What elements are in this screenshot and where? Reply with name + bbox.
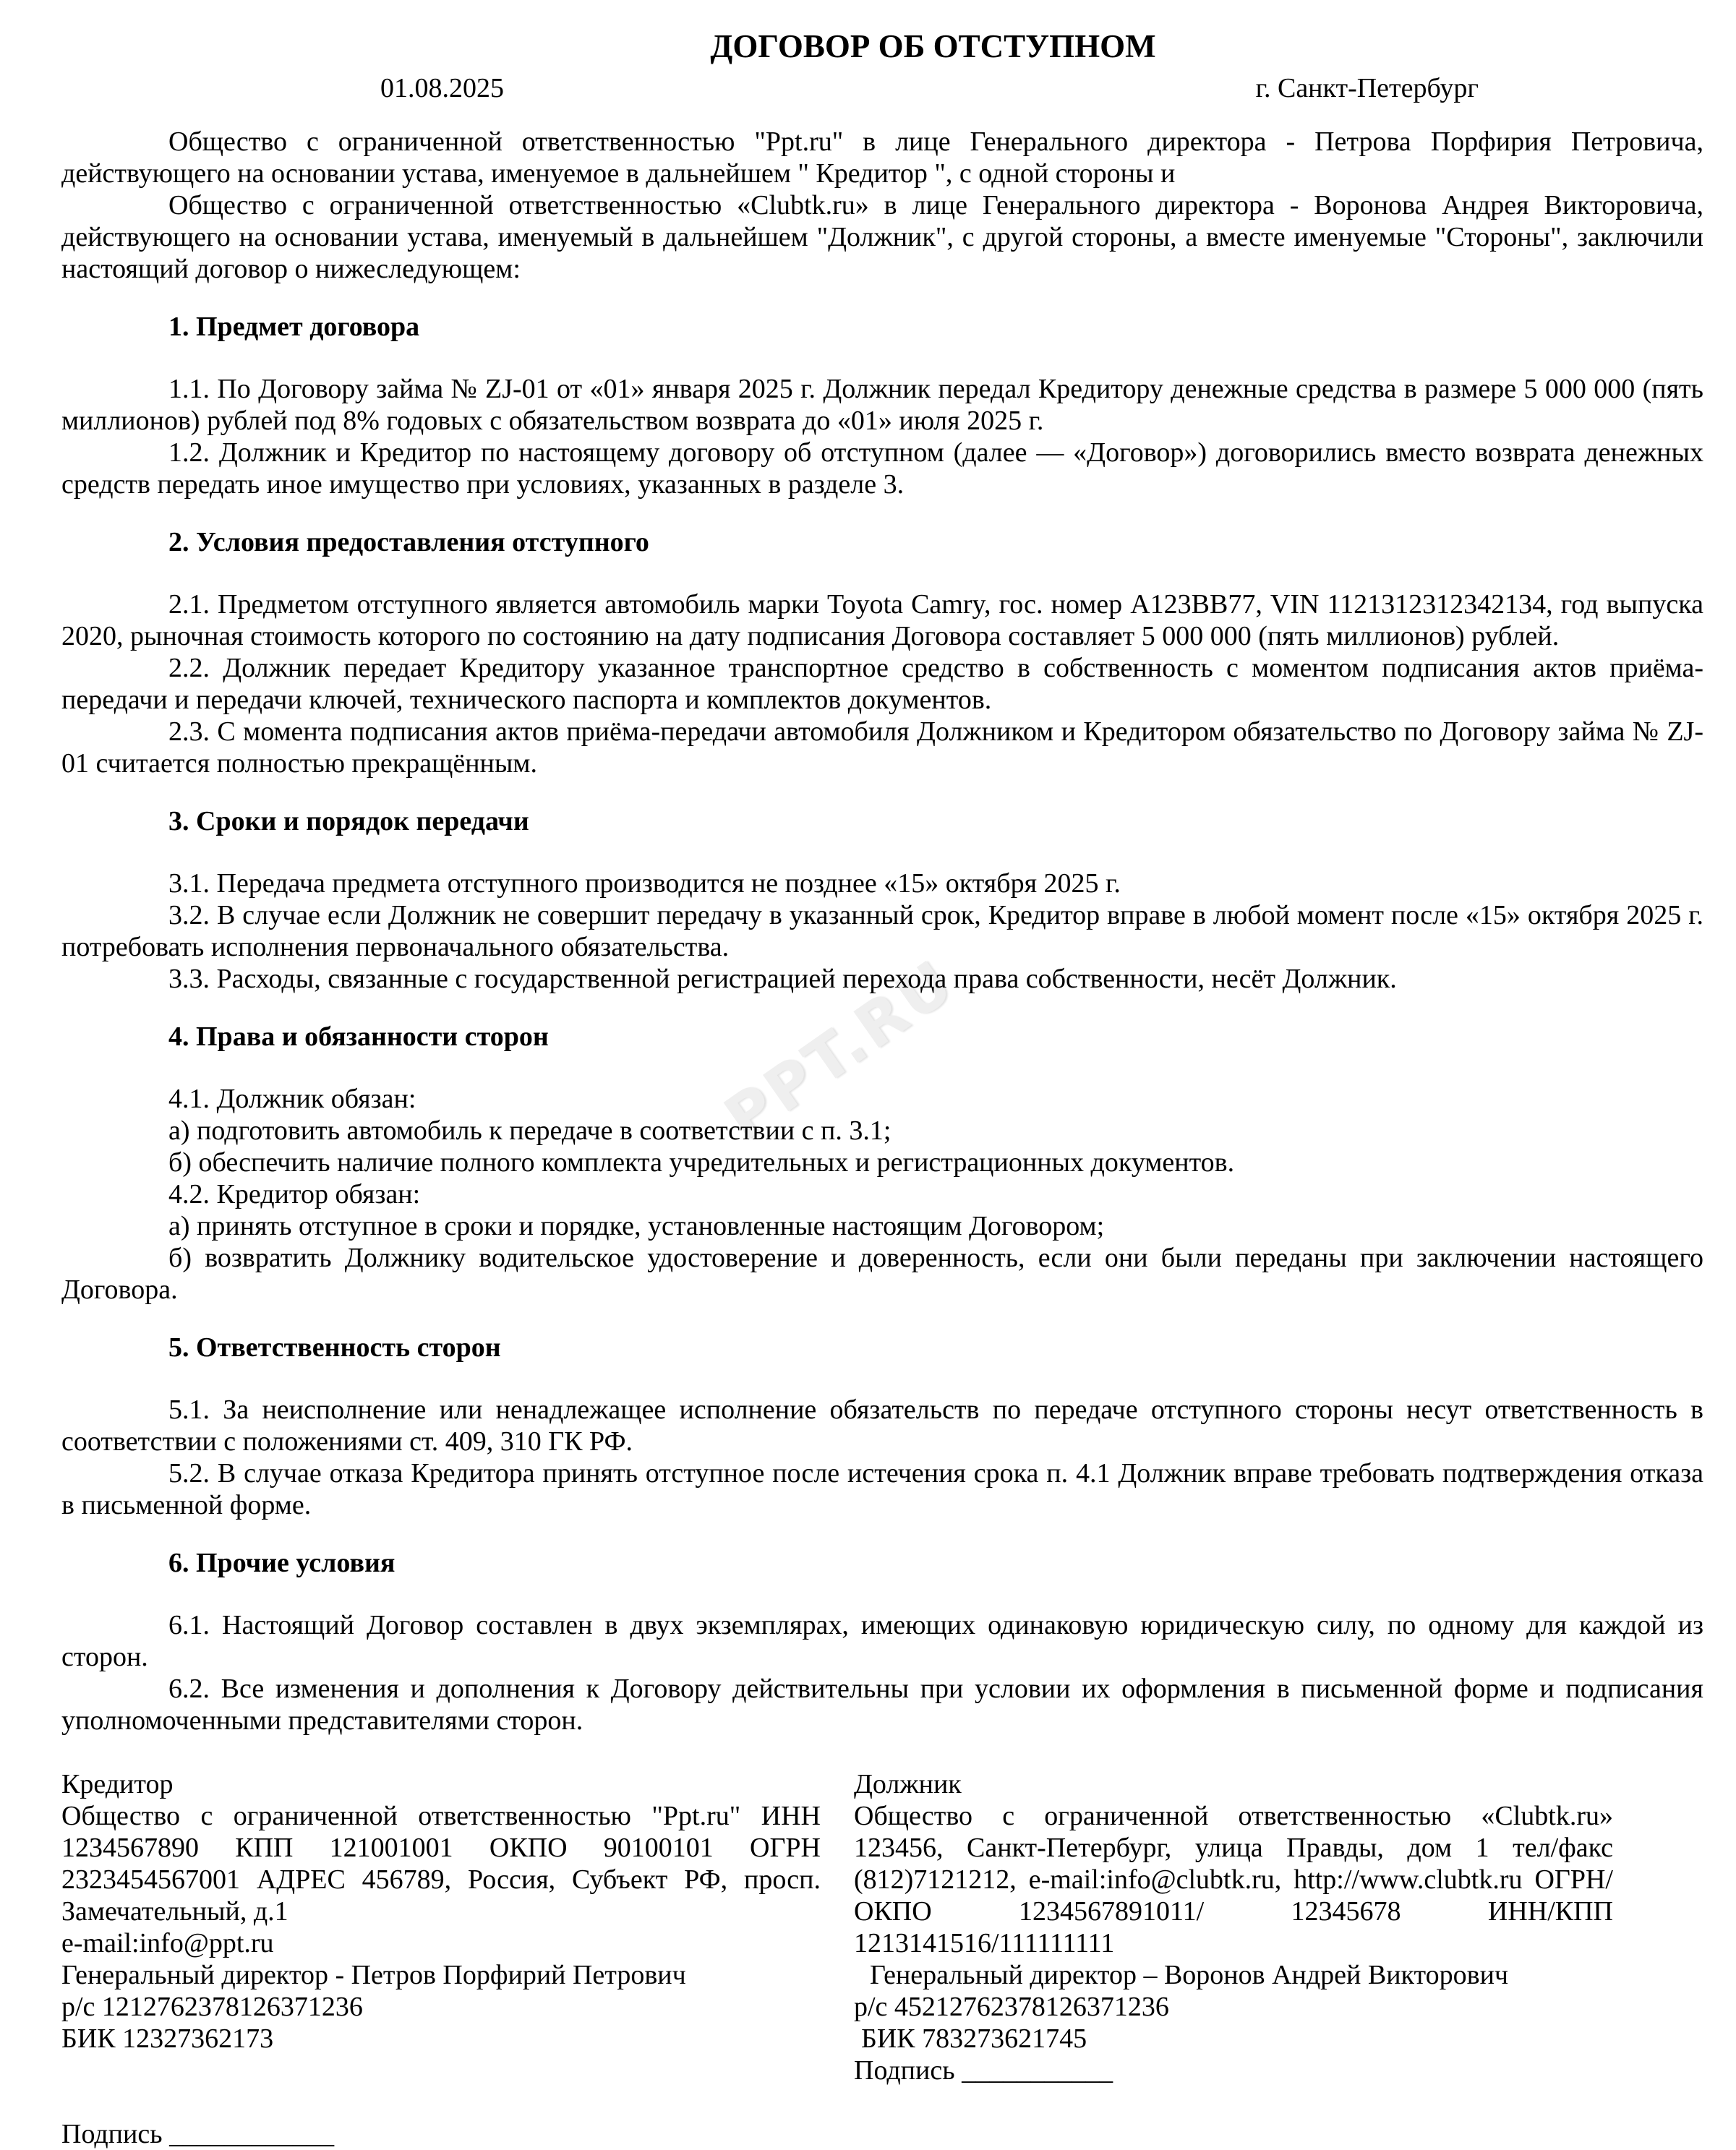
debtor-signature-label: Подпись [854,2055,955,2086]
debtor-column [854,1768,1613,2150]
section-2-heading: 2. Условия предоставления отступного [168,527,649,557]
debtor-director: Генеральный директор – Воронов Андрей Викторович [870,1960,1509,1990]
clause-3-3: 3.3. Расходы, связанные с государственной регистрацией перехода права собственности, несёт Должник. [168,964,1397,994]
creditor-bik: БИК 12327362173 [61,2023,274,2054]
intro-paragraph-creditor: Общество с ограниченной ответственностью "Ppt.ru" в лице Генерального директора - Петрова Порфирия Петровича, действующего на основании устава, именуемое в дальнейшем " Кредитор ", с одной стороны и [61,127,1703,189]
creditor-email: e-mail:info@ppt.ru [61,1928,274,1958]
document-city: г. Санкт-Петербург [1255,73,1479,103]
debtor-account: р/с 45212762378126371236 [854,1992,1169,2022]
clause-2-3: 2.3. С момента подписания актов приёма-передачи автомобиля Должником и Кредитором обязательство по Договору займа № ZJ-01 считается полностью прекращённым. [61,716,1703,779]
clause-6-1: 6.1. Настоящий Договор составлен в двух экземплярах, имеющих одинаковую юридическую силу, по одному для каждой из сторон. [61,1610,1703,1672]
creditor-account: р/с 1212762378126371236 [61,1992,363,2022]
creditor-signature-label: Подпись [61,2119,163,2149]
section-5-heading: 5. Ответственность сторон [168,1332,501,1363]
clause-2-2: 2.2. Должник передает Кредитору указанное транспортное средство в собственность с моментом подписания актов приёма-передачи и передачи ключей, технического паспорта и комплектов документов. [61,653,1703,715]
section-3-heading: 3. Сроки и порядок передачи [168,806,529,836]
signature-block [61,1768,1703,2150]
debtor-bik: БИК 783273621745 [861,2023,1087,2054]
creditor-column [61,1768,821,2150]
debtor-signature-blank: ___________ [962,2055,1113,2086]
clause-5-2: 5.2. В случае отказа Кредитора принять отступное после истечения срока п. 4.1 Должник вправе требовать подтверждения отказа в письменной форме. [61,1458,1703,1520]
date-city-row [61,72,1703,104]
clause-3-1: 3.1. Передача предмета отступного производится не позднее «15» октября 2025 г. [168,868,1121,899]
section-4-heading: 4. Права и обязанности сторон [168,1022,549,1052]
clause-3-2: 3.2. В случае если Должник не совершит передачу в указанный срок, Кредитор вправе в любой момент после «15» октября 2025 г. потребовать исполнения первоначального обязательства. [61,900,1703,962]
document-date: 01.08.2025 [380,73,504,103]
creditor-director: Генеральный директор - Петров Порфирий Петрович [61,1960,686,1990]
intro-paragraph-debtor: Общество с ограниченной ответственностью «Clubtk.ru» в лице Генерального директора - Воронова Андрея Викторовича, действующего на основании устава, именуемый в дальнейшем "Должник", с другой стороны, а вместе именуемые "Стороны", заключили настоящий договор о нижеследующем: [61,190,1703,284]
clause-4-1: 4.1. Должник обязан: [168,1084,416,1114]
creditor-company-details: Общество с ограниченной ответственностью "Ppt.ru" ИНН 1234567890 КПП 121001001 ОКПО 90100101 ОГРН 2323454567001 АДРЕС 456789, Россия, Субъект РФ, просп. Замечательный, д.1 [61,1801,821,1927]
clause-4-2-a: а) принять отступное в сроки и порядке, установленные настоящим Договором; [168,1211,1105,1241]
debtor-company-details: Общество с ограниченной ответственностью «Clubtk.ru» 123456, Санкт-Петербург, улица Правды, дом 1 тел/факс (812)7121212, e-mail:info@clubtk.ru, http://www.clubtk.ru ОГРН/ ОКПО 1234567891011/ 12345678 ИНН/КПП 1213141516/111111111 [854,1801,1613,1958]
clause-4-1-a: а) подготовить автомобиль к передаче в соответствии с п. 3.1; [168,1115,891,1146]
ppt-ru-watermark: PPT.RU [711,945,967,1155]
creditor-role-heading: Кредитор [61,1769,174,1799]
clause-4-2: 4.2. Кредитор обязан: [168,1179,421,1209]
creditor-signature-line [61,2118,821,2150]
clause-4-2-b: б) возвратить Должнику водительское удостоверение и доверенность, если они были переданы при заключении настоящего Договора. [61,1243,1703,1305]
section-1-heading: 1. Предмет договора [168,312,420,342]
debtor-signature-line [854,2055,1613,2086]
clause-1-1: 1.1. По Договору займа № ZJ-01 от «01» января 2025 г. Должник передал Кредитору денежные средства в размере 5 000 000 (пять миллионов) рублей под 8% годовых с обязательством возврата до «01» июля 2025 г. [61,374,1703,436]
clause-6-2: 6.2. Все изменения и дополнения к Договору действительны при условии их оформления в письменной форме и подписания уполномоченными представителями сторон. [61,1674,1703,1736]
clause-5-1: 5.1. За неисполнение или ненадлежащее исполнение обязательств по передаче отступного стороны несут ответственность в соответствии с положениями ст. 409, 310 ГК РФ. [61,1395,1703,1457]
section-6-heading: 6. Прочие условия [168,1548,395,1578]
creditor-signature-blank: ____________ [169,2119,335,2149]
debtor-role-heading: Должник [854,1769,962,1799]
document-title: ДОГОВОР ОБ ОТСТУПНОМ [710,28,1156,64]
clause-2-1: 2.1. Предметом отступного является автомобиль марки Toyota Camry, гос. номер А123ВВ77, VIN 1121312312342134, год выпуска 2020, рыночная стоимость которого по состоянию на дату подписания Договора составляет 5 000 000 (пять миллионов) рублей. [61,589,1703,651]
clause-1-2: 1.2. Должник и Кредитор по настоящему договору об отступном (далее — «Договор») договорились вместо возврата денежных средств передать иное имущество при условиях, указанных в разделе 3. [61,437,1703,500]
document-content [61,26,1703,2150]
clause-4-1-b: б) обеспечить наличие полного комплекта учредительных и регистрационных документов. [168,1147,1235,1178]
